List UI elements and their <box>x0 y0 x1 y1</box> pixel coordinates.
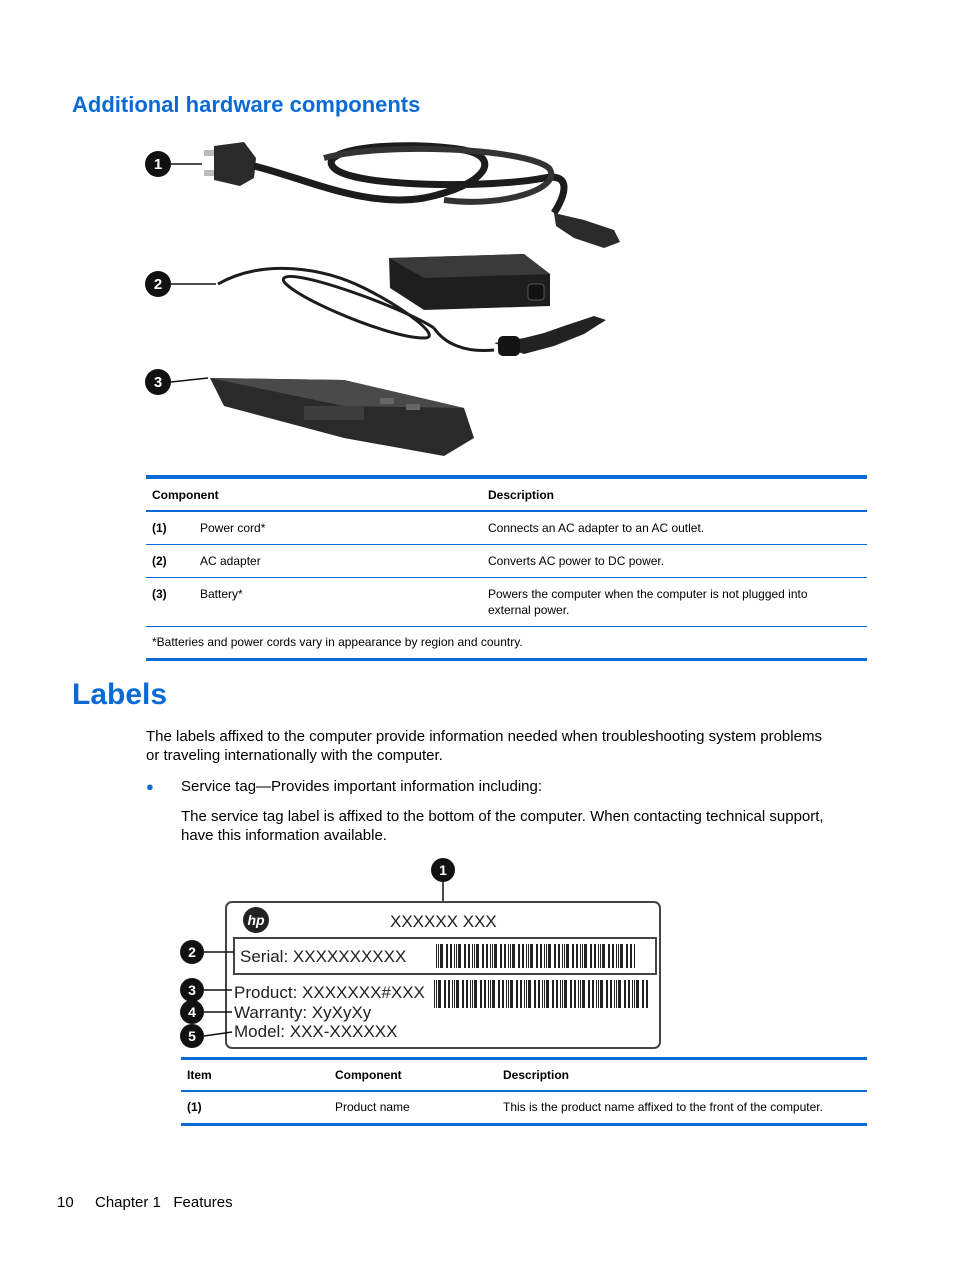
label-model: Model: XXX-XXXXXX <box>234 1022 398 1041</box>
svg-text:3: 3 <box>188 982 196 998</box>
svg-text:2: 2 <box>153 276 163 293</box>
table-row <box>146 578 867 627</box>
page-number: 10 <box>57 1194 74 1211</box>
svg-text:1: 1 <box>153 156 163 173</box>
bullet-icon: ● <box>146 779 154 794</box>
label-serial: Serial: XXXXXXXXXX <box>240 947 407 966</box>
header-component: Component <box>329 1059 497 1092</box>
row-component: Battery* <box>194 578 482 627</box>
components-table <box>146 475 867 661</box>
header-component: Component <box>146 477 482 511</box>
hp-logo-icon <box>243 907 269 933</box>
row-component: Power cord* <box>194 511 482 545</box>
header-item: Item <box>181 1059 329 1092</box>
callout-3 <box>180 978 232 1002</box>
row-number: (2) <box>146 545 194 578</box>
callout-1 <box>145 151 202 177</box>
row-item: (1) <box>187 1100 202 1114</box>
hardware-illustration <box>144 138 624 468</box>
label-product-name: XXXXXX XXX <box>390 912 497 931</box>
table-header-row <box>181 1059 867 1092</box>
table-header-row <box>146 477 867 511</box>
svg-text:1: 1 <box>439 862 447 878</box>
callout-2 <box>145 271 216 297</box>
table-row <box>146 511 867 545</box>
ac-adapter-icon <box>218 254 606 356</box>
labels-title: Labels <box>72 678 168 711</box>
row-number: (3) <box>146 578 194 627</box>
row-number: (1) <box>146 511 194 545</box>
callout-3 <box>145 369 208 395</box>
row-description: Connects an AC adapter to an AC outlet. <box>482 511 867 545</box>
svg-text:4: 4 <box>188 1004 196 1020</box>
service-tag-illustration <box>178 854 668 1054</box>
items-table <box>181 1057 867 1126</box>
row-description: Powers the computer when the computer is not plugged into external power. <box>482 578 867 627</box>
header-description: Description <box>497 1059 867 1092</box>
label-product: Product: XXXXXXX#XXX <box>234 983 425 1002</box>
labels-intro: The labels affixed to the computer provide information needed when troubleshooting system problems or traveling internationally with the computer. <box>146 728 822 764</box>
callout-4 <box>180 1000 232 1024</box>
section-title: Additional hardware components <box>72 92 421 117</box>
label-warranty: Warranty: XyXyXy <box>234 1003 372 1022</box>
table-row <box>181 1091 867 1125</box>
row-component: Product name <box>335 1100 410 1114</box>
table-note-row <box>146 627 867 660</box>
svg-text:hp: hp <box>247 912 265 928</box>
chapter-footer: Chapter 1 Features <box>95 1194 233 1211</box>
table-row <box>146 545 867 578</box>
callout-5 <box>180 1024 232 1048</box>
service-tag-note: The service tag label is affixed to the bottom of the computer. When contacting technical support, have this information available. <box>181 808 824 844</box>
power-cord-icon <box>204 142 620 248</box>
svg-text:5: 5 <box>188 1028 196 1044</box>
svg-text:3: 3 <box>153 374 163 391</box>
row-description: This is the product name affixed to the front of the computer. <box>503 1100 823 1114</box>
bullet-service-tag: Service tag—Provides important information including: <box>181 778 543 795</box>
header-description: Description <box>482 477 867 511</box>
battery-icon <box>210 378 474 456</box>
svg-text:2: 2 <box>188 944 196 960</box>
row-description: Converts AC power to DC power. <box>482 545 867 578</box>
row-component: AC adapter <box>194 545 482 578</box>
table-note: *Batteries and power cords vary in appearance by region and country. <box>152 635 523 649</box>
